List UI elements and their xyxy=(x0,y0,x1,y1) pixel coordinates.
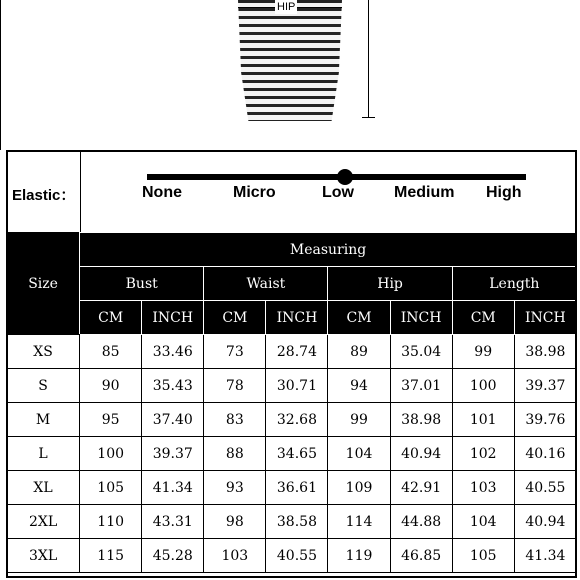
group-header-waist: Waist xyxy=(204,267,328,301)
measure-cell: 41.34 xyxy=(142,471,204,505)
measuring-header-row xyxy=(7,233,577,267)
measure-cell: 38.58 xyxy=(266,505,328,539)
measure-cell: 98 xyxy=(204,505,266,539)
measure-cell: 44.88 xyxy=(390,505,452,539)
measure-cell: 39.76 xyxy=(514,403,576,437)
measure-cell: 37.01 xyxy=(390,369,452,403)
measure-cell: 93 xyxy=(204,471,266,505)
size-cell: L xyxy=(7,437,80,471)
measure-cell: 39.37 xyxy=(142,437,204,471)
measure-cell: 83 xyxy=(204,403,266,437)
skirt-illustration xyxy=(0,0,580,150)
unit-header-hip-inch: INCH xyxy=(390,301,452,335)
measure-cell: 104 xyxy=(328,437,390,471)
measure-cell: 90 xyxy=(80,369,142,403)
size-cell: XS xyxy=(7,335,80,369)
measure-cell: 95 xyxy=(80,403,142,437)
length-measure-line xyxy=(368,0,369,118)
measure-cell: 110 xyxy=(80,505,142,539)
measure-cell: 35.04 xyxy=(390,335,452,369)
measure-cell: 43.31 xyxy=(142,505,204,539)
group-header-length: Length xyxy=(452,267,576,301)
measure-cell: 40.94 xyxy=(514,505,576,539)
unit-header-waist-inch: INCH xyxy=(266,301,328,335)
size-chart-table xyxy=(6,232,577,573)
size-column-header: Size xyxy=(7,233,80,335)
elastic-level-none: None xyxy=(142,184,182,201)
elastic-level-low: Low xyxy=(322,184,354,201)
measure-cell: 89 xyxy=(328,335,390,369)
measure-cell: 99 xyxy=(328,403,390,437)
measure-cell: 35.43 xyxy=(142,369,204,403)
measure-cell: 45.28 xyxy=(142,539,204,573)
table-row xyxy=(7,437,577,471)
measure-cell: 33.46 xyxy=(142,335,204,369)
measure-cell: 46.85 xyxy=(390,539,452,573)
measure-cell: 104 xyxy=(452,505,514,539)
measure-cell: 32.68 xyxy=(266,403,328,437)
measure-cell: 40.55 xyxy=(266,539,328,573)
size-cell: 2XL xyxy=(7,505,80,539)
unit-header-bust-inch: INCH xyxy=(142,301,204,335)
striped-skirt-image xyxy=(238,0,342,121)
measure-cell: 102 xyxy=(452,437,514,471)
measure-cell: 40.16 xyxy=(514,437,576,471)
hip-measure-label: HIP xyxy=(277,1,296,13)
measure-cell: 103 xyxy=(204,539,266,573)
measure-cell: 41.34 xyxy=(514,539,576,573)
measure-cell: 114 xyxy=(328,505,390,539)
measure-cell: 101 xyxy=(452,403,514,437)
table-row xyxy=(7,505,577,539)
measure-cell: 99 xyxy=(452,335,514,369)
group-header-row xyxy=(7,267,577,301)
group-header-hip: Hip xyxy=(328,267,452,301)
elastic-level-micro: Micro xyxy=(233,184,276,201)
measure-cell: 94 xyxy=(328,369,390,403)
size-cell: 3XL xyxy=(7,539,80,573)
measure-cell: 109 xyxy=(328,471,390,505)
unit-header-row xyxy=(7,301,577,335)
measure-cell: 38.98 xyxy=(514,335,576,369)
measure-cell: 88 xyxy=(204,437,266,471)
group-header-bust: Bust xyxy=(80,267,204,301)
length-measure-tick xyxy=(362,117,375,118)
unit-header-length-inch: INCH xyxy=(514,301,576,335)
unit-header-bust-cm: CM xyxy=(80,301,142,335)
measure-cell: 100 xyxy=(452,369,514,403)
measure-cell: 28.74 xyxy=(266,335,328,369)
measure-cell: 40.94 xyxy=(390,437,452,471)
measure-cell: 73 xyxy=(204,335,266,369)
measure-cell: 119 xyxy=(328,539,390,573)
measure-cell: 34.65 xyxy=(266,437,328,471)
measure-cell: 38.98 xyxy=(390,403,452,437)
measure-cell: 30.71 xyxy=(266,369,328,403)
measure-cell: 115 xyxy=(80,539,142,573)
size-cell: S xyxy=(7,369,80,403)
size-cell: M xyxy=(7,403,80,437)
measure-cell: 36.61 xyxy=(266,471,328,505)
table-row xyxy=(7,369,577,403)
measure-cell: 105 xyxy=(80,471,142,505)
unit-header-hip-cm: CM xyxy=(328,301,390,335)
table-row xyxy=(7,471,577,505)
measure-cell: 100 xyxy=(80,437,142,471)
unit-header-waist-cm: CM xyxy=(204,301,266,335)
elastic-label: Elastic： xyxy=(12,187,76,204)
unit-header-length-cm: CM xyxy=(452,301,514,335)
table-row xyxy=(7,403,577,437)
measure-cell: 105 xyxy=(452,539,514,573)
elastic-level-medium: Medium xyxy=(394,184,455,201)
measure-cell: 42.91 xyxy=(390,471,452,505)
measure-cell: 85 xyxy=(80,335,142,369)
measure-cell: 78 xyxy=(204,369,266,403)
elastic-scale-indicator xyxy=(337,169,353,185)
measure-cell: 40.55 xyxy=(514,471,576,505)
frame-edge xyxy=(0,0,1,150)
elastic-scale-row xyxy=(6,150,577,232)
measuring-header: Measuring xyxy=(80,233,577,267)
table-row xyxy=(7,539,577,573)
elastic-label-cell xyxy=(8,152,81,232)
table-row xyxy=(7,335,577,369)
measure-cell: 37.40 xyxy=(142,403,204,437)
measure-cell: 103 xyxy=(452,471,514,505)
measure-cell: 39.37 xyxy=(514,369,576,403)
size-cell: XL xyxy=(7,471,80,505)
elastic-level-high: High xyxy=(486,184,522,201)
